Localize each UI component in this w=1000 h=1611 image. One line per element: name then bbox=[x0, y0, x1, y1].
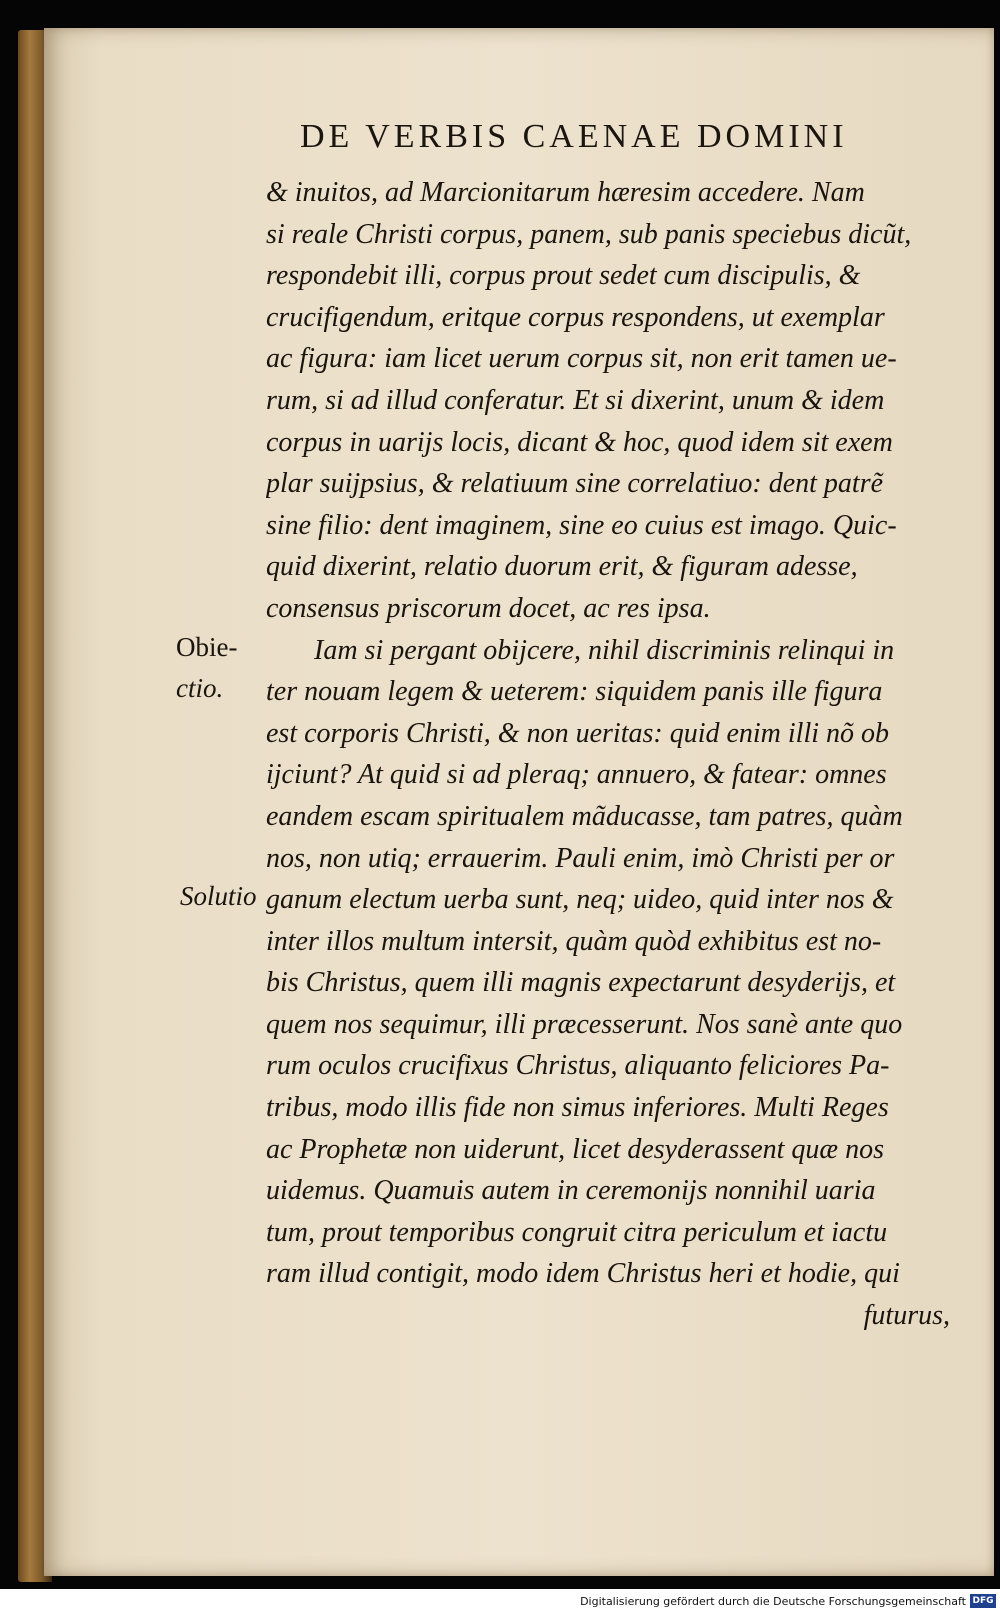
text-line: ac Prophetæ non uiderunt, licet desyderassent quæ nos bbox=[266, 1133, 884, 1165]
text-line: bis Christus, quem illi magnis expectarunt desyderijs, et bbox=[266, 967, 896, 999]
running-head: DE VERBIS CAENAE DOMINI bbox=[300, 118, 848, 155]
marginal-note-objectio-2: ctio. bbox=[176, 673, 224, 703]
text-line: corpus in uarijs locis, dicant & hoc, quod idem sit exem bbox=[266, 426, 893, 458]
marginal-note-solutio: Solutio bbox=[180, 881, 257, 911]
text-line: consensus priscorum docet, ac res ipsa. bbox=[266, 592, 711, 624]
text-line: ijciunt? At quid si ad pleraq; annuero, & fatear: omnes bbox=[266, 759, 887, 791]
text-line: sine filio: dent imaginem, sine eo cuius est imago. Quic- bbox=[266, 509, 897, 541]
text-line: ac figura: iam licet uerum corpus sit, non erit tamen ue- bbox=[266, 343, 897, 375]
text-line: nos, non utiq; errauerim. Pauli enim, imò Christi per or bbox=[266, 842, 895, 874]
dfg-logo: DFG bbox=[970, 1594, 996, 1608]
text-line: rum oculos crucifixus Christus, aliquanto feliciores Pa- bbox=[266, 1050, 890, 1082]
text-line: rum, si ad illud conferatur. Et si dixerint, unum & idem bbox=[266, 384, 885, 416]
text-line: ter nouam legem & ueterem: siquidem panis ille figura bbox=[266, 676, 883, 708]
text-line: uidemus. Quamuis autem in ceremonijs nonnihil uaria bbox=[266, 1175, 876, 1207]
text-line: si reale Christi corpus, panem, sub panis speciebus dicũt, bbox=[266, 218, 912, 250]
funding-credit: Digitalisierung gefördert durch die Deutsche Forschungsgemeinschaft bbox=[580, 1595, 966, 1608]
text-line: ram illud contigit, modo idem Christus heri et hodie, qui bbox=[266, 1258, 900, 1290]
marginal-note-objectio-1: Obie- bbox=[176, 632, 238, 662]
catchword: futurus, bbox=[863, 1300, 950, 1332]
text-line: ganum electum uerba sunt, neq; uideo, quid inter nos & bbox=[266, 884, 894, 916]
text-block bbox=[266, 172, 966, 1337]
footer-bar bbox=[0, 1589, 1000, 1611]
text-line: est corporis Christi, & non ueritas: quid enim illi nõ ob bbox=[266, 717, 890, 749]
text-line: quid dixerint, relatio duorum erit, & figuram adesse, bbox=[266, 551, 858, 583]
text-line: & inuitos, ad Marcionitarum hæresim accedere. Nam bbox=[266, 177, 865, 208]
text-line: tribus, modo illis fide non simus inferiores. Multi Reges bbox=[266, 1092, 889, 1124]
text-line: Iam si pergant obijcere, nihil discriminis relinqui in bbox=[314, 634, 895, 666]
text-line: eandem escam spiritualem mãducasse, tam patres, quàm bbox=[266, 800, 903, 832]
text-line: quem nos sequimur, illi præcesserunt. Nos sanè ante quo bbox=[266, 1008, 903, 1040]
text-line: inter illos multum intersit, quàm quòd exhibitus est no- bbox=[266, 925, 882, 957]
text-line: tum, prout temporibus congruit citra periculum et iactu bbox=[266, 1216, 888, 1248]
text-line: crucifigendum, eritque corpus respondens, ut exemplar bbox=[266, 301, 885, 333]
text-line: respondebit illi, corpus prout sedet cum discipulis, & bbox=[266, 260, 861, 292]
text-line: plar suijpsius, & relatiuum sine correlatiuo: dent patrẽ bbox=[266, 468, 884, 500]
